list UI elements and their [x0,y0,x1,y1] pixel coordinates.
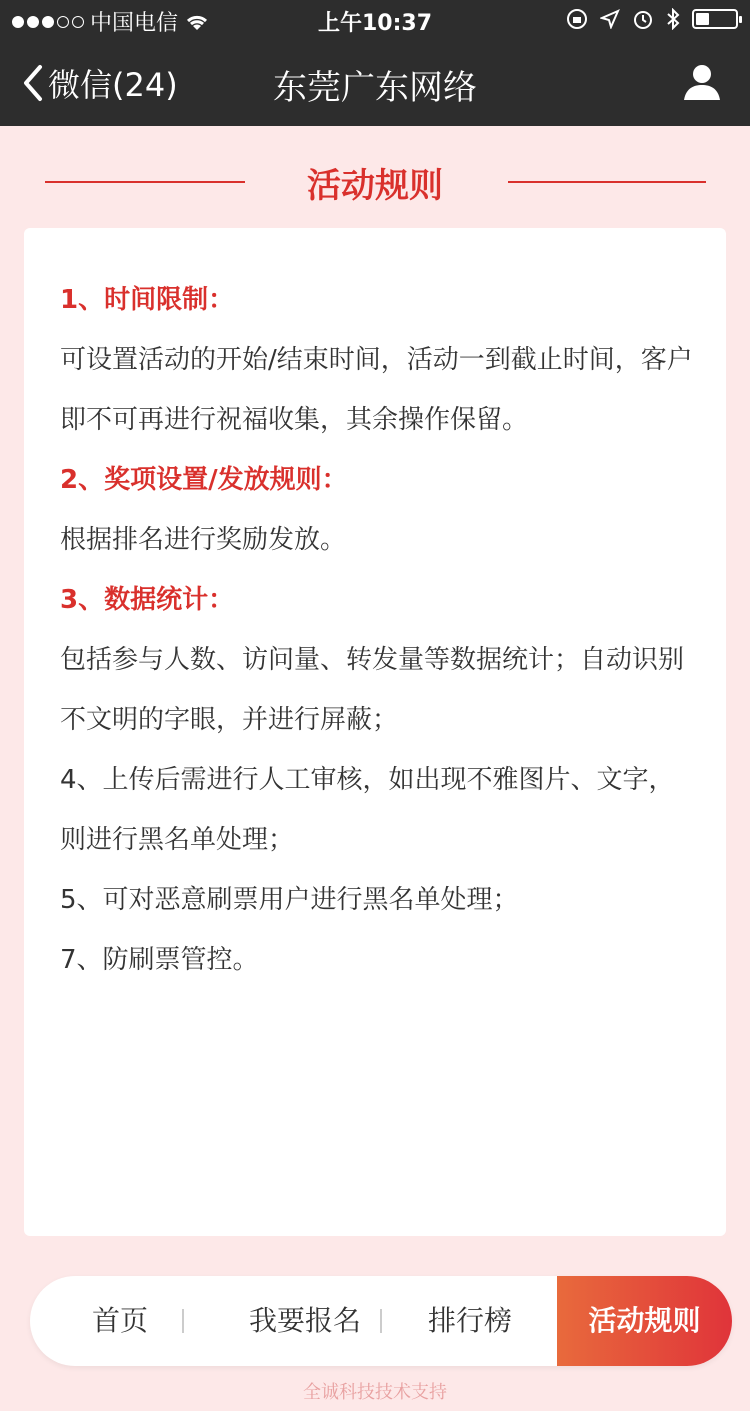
rules-title: 活动规则 [307,166,443,206]
tab-separator [380,1309,382,1333]
rules-header [0,150,750,214]
rule-heading: 1、时间限制： [60,285,235,315]
divider-right [508,181,706,183]
rules-list [60,270,700,990]
alarm-icon [632,8,654,30]
user-button[interactable] [682,62,722,106]
carrier-label: 中国电信 [90,11,179,36]
tab-rules[interactable]: 活动规则 [557,1276,732,1366]
footer-support: 全诚科技技术支持 [303,1382,447,1403]
rule-heading: 2、奖项设置/发放规则： [60,465,348,495]
rule-heading: 3、数据统计： [60,585,235,615]
tab-ranking[interactable]: 排行榜 [427,1304,512,1337]
rotation-lock-icon [566,8,588,30]
status-time: 上午10:37 [317,11,433,36]
tab-home[interactable]: 首页 [91,1304,148,1337]
tab-signup[interactable]: 我要报名 [248,1304,361,1337]
bluetooth-icon [666,8,680,30]
bottom-nav [30,1276,732,1366]
nav-bar [0,40,750,126]
battery-icon [692,9,738,29]
status-bar [0,0,750,40]
rule-text: 包括参与人数、访问量、转发量等数据统计；自动识别不文明的字眼，并进行屏蔽； [60,645,685,735]
rule-text: 5、可对恶意刷票用户进行黑名单处理； [60,885,519,915]
rule-text: 可设置活动的开始/结束时间，活动一到截止时间，客户即不可再进行祝福收集，其余操作保留。 [60,345,693,435]
page-title: 东莞广东网络 [273,68,477,108]
rules-card [24,228,726,1236]
location-icon [600,9,620,29]
tab-separator [182,1309,184,1333]
back-label: 微信(24) [48,66,178,104]
rule-text: 7、防刷票管控。 [60,945,259,975]
rule-text: 4、上传后需进行人工审核，如出现不雅图片、文字，则进行黑名单处理； [60,765,675,855]
user-icon [682,62,722,102]
status-right [566,8,738,30]
rule-text: 根据排名进行奖励发放。 [60,525,347,555]
